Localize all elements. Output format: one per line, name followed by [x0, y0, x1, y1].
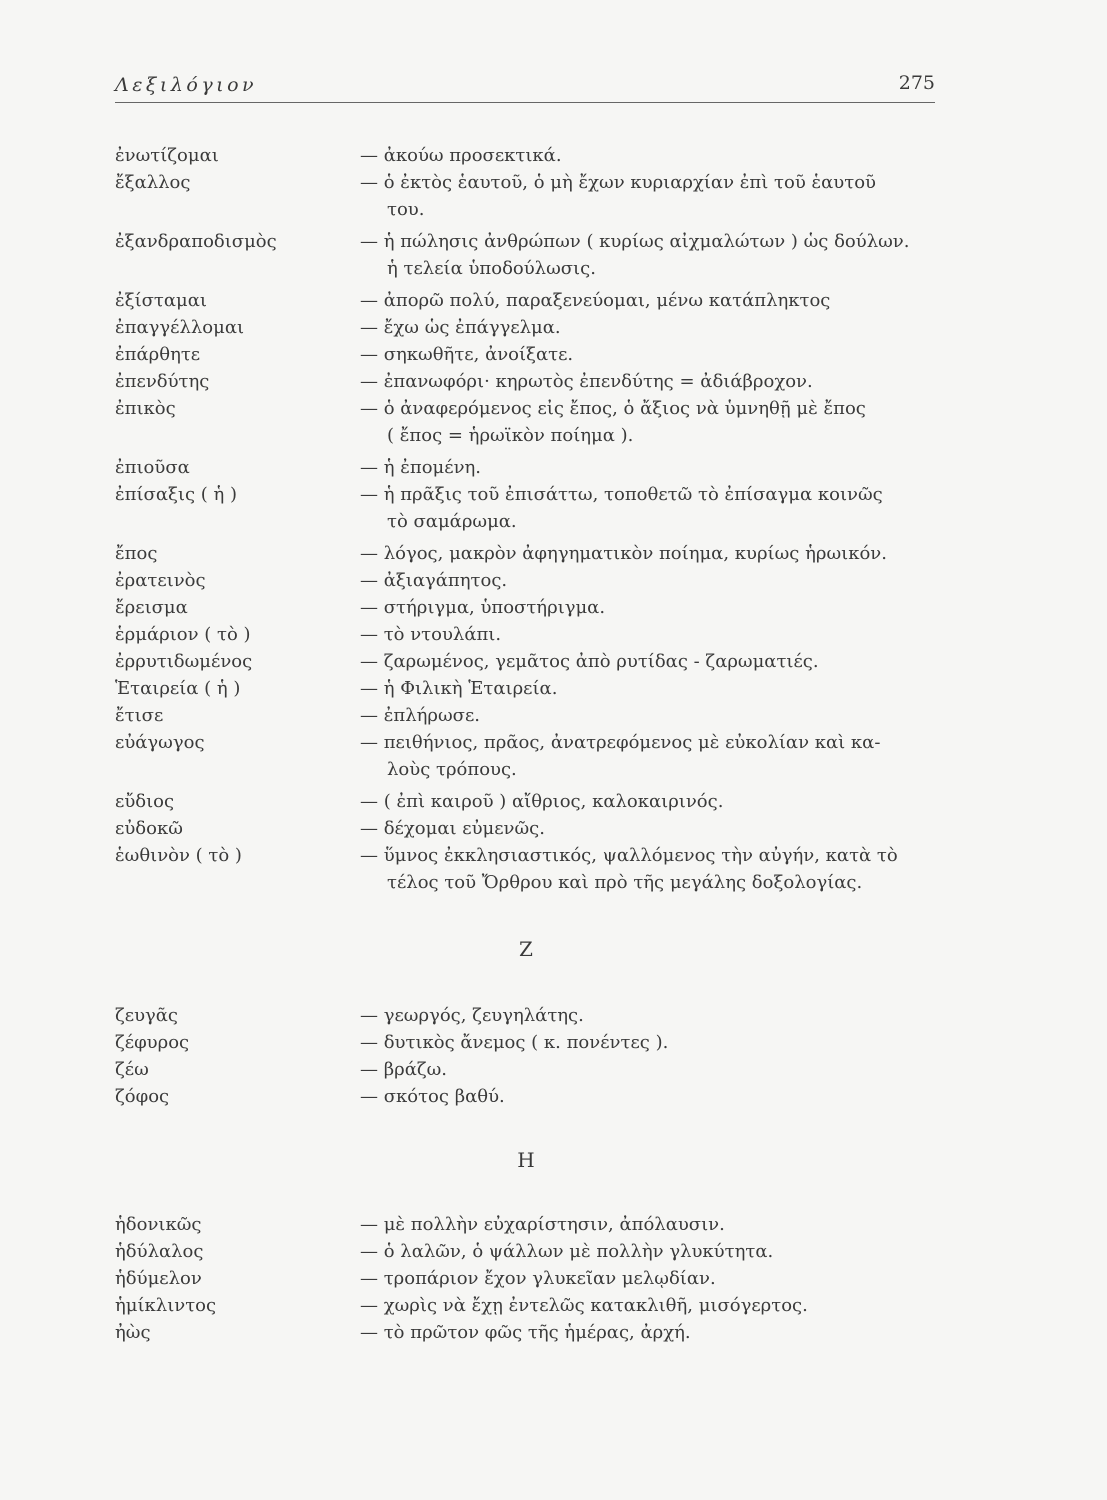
page-number: 275 — [898, 72, 935, 94]
definition-line: — τὸ πρῶτον φῶς τῆς ἡμέρας, ἀρχή. — [360, 1322, 691, 1343]
entry-term: ἡμίκλιντος — [115, 1295, 217, 1316]
definition-line: — βράζω. — [360, 1059, 448, 1080]
section-letter-eta: Η — [517, 1148, 535, 1172]
glossary-entry — [115, 842, 955, 896]
definition-line: — δυτικὸς ἄνεμος ( κ. πονέντες ). — [360, 1032, 669, 1053]
definition-line: — ἡ πρᾶξις τοῦ ἐπισάττω, τοποθετῶ τὸ ἐπίσαγμα κοινῶς — [360, 484, 883, 505]
entry-definition — [360, 702, 955, 729]
glossary-entry — [115, 314, 955, 341]
glossary-entry — [115, 648, 955, 675]
definition-line: — ἐπλήρωσε. — [360, 705, 480, 726]
entry-definition — [360, 1211, 955, 1238]
header-rule — [115, 102, 935, 103]
definition-line: — ὁ ἀναφερόμενος εἰς ἔπος, ὁ ἄξιος νὰ ὑμνηθῇ μὲ ἔπος — [360, 398, 866, 419]
entry-definition — [360, 368, 955, 395]
entry-term: ἐξανδραποδισμὸς — [115, 231, 277, 252]
definition-line: — ἡ Φιλικὴ Ἑταιρεία. — [360, 678, 558, 699]
entry-term: εὔδιος — [115, 791, 175, 812]
glossary-entry — [115, 481, 955, 535]
glossary-entry — [115, 395, 955, 449]
entry-term: ἡδύμελον — [115, 1268, 202, 1289]
entry-term: ζόφος — [115, 1086, 170, 1107]
glossary-entry — [115, 1292, 955, 1319]
section-letter-zeta: Ζ — [519, 937, 533, 961]
entry-term: ἐπενδύτης — [115, 371, 210, 392]
entry-definition — [360, 395, 955, 449]
entry-term: ἐπιοῦσα — [115, 457, 190, 478]
glossary-section-eta — [115, 1211, 955, 1346]
glossary-entry — [115, 1265, 955, 1292]
entry-term: ἐπαγγέλλομαι — [115, 317, 245, 338]
page-header — [115, 70, 935, 102]
entry-term: ἐπίσαξις ( ἡ ) — [115, 484, 238, 505]
definition-line: — ἡ ἐπομένη. — [360, 457, 482, 478]
definition-line: — πειθήνιος, πρᾶος, ἀνατρεφόμενος μὲ εὐκολίαν καὶ κα- — [360, 732, 881, 753]
glossary-entry — [115, 1083, 955, 1110]
entry-definition — [360, 142, 955, 169]
glossary-entry — [115, 815, 955, 842]
glossary-entry — [115, 594, 955, 621]
definition-line: του. — [387, 199, 425, 220]
entry-definition — [360, 287, 955, 314]
entry-definition — [360, 169, 955, 223]
glossary-section-zeta — [115, 1002, 955, 1110]
definition-line: — ἡ πώλησις ἀνθρώπων ( κυρίως αἰχμαλώτων ) ὡς δούλων. — [360, 231, 910, 252]
definition-line: — ἔχω ὡς ἐπάγγελμα. — [360, 317, 561, 338]
entry-term: ἔξαλλος — [115, 172, 191, 193]
entry-definition — [360, 1238, 955, 1265]
entry-term: εὐδοκῶ — [115, 818, 183, 839]
entry-term: ἐνωτίζομαι — [115, 145, 219, 166]
glossary-entry — [115, 621, 955, 648]
definition-line: ( ἔπος = ἡρωϊκὸν ποίημα ). — [387, 425, 634, 446]
definition-line: — δέχομαι εὐμενῶς. — [360, 818, 545, 839]
definition-line: — χωρὶς νὰ ἔχῃ ἐντελῶς κατακλιθῆ, μισόγερτος. — [360, 1295, 808, 1316]
definition-line: — γεωργός, ζευγηλάτης. — [360, 1005, 584, 1026]
running-title: Λεξιλόγιον — [115, 74, 258, 96]
glossary-entry — [115, 1319, 955, 1346]
entry-definition — [360, 540, 955, 567]
entry-definition — [360, 648, 955, 675]
entry-definition — [360, 1265, 955, 1292]
entry-definition — [360, 1002, 955, 1029]
entry-term: ἐπικὸς — [115, 398, 176, 419]
entry-definition — [360, 729, 955, 783]
entry-term: ἔπος — [115, 543, 158, 564]
entry-definition — [360, 788, 955, 815]
entry-term: ἐξίσταμαι — [115, 290, 207, 311]
definition-line: — ἀξιαγάπητος. — [360, 570, 508, 591]
entry-term: ἐρατεινὸς — [115, 570, 206, 591]
entry-definition — [360, 454, 955, 481]
definition-line: ἡ τελεία ὑποδούλωσις. — [387, 258, 596, 279]
definition-line: — τροπάριον ἔχον γλυκεῖαν μελῳδίαν. — [360, 1268, 716, 1289]
glossary-entry — [115, 788, 955, 815]
entry-term: εὐάγωγος — [115, 732, 205, 753]
glossary-entry — [115, 1211, 955, 1238]
definition-line: τέλος τοῦ Ὄρθρου καὶ πρὸ τῆς μεγάλης δοξολογίας. — [387, 872, 863, 893]
glossary-entry — [115, 341, 955, 368]
entry-definition — [360, 675, 955, 702]
glossary-entry — [115, 169, 955, 223]
definition-line: — μὲ πολλὴν εὐχαρίστησιν, ἀπόλαυσιν. — [360, 1214, 725, 1235]
entry-term: ζευγᾶς — [115, 1005, 179, 1026]
entry-term: ζέω — [115, 1059, 149, 1080]
entry-definition — [360, 815, 955, 842]
definition-line: — ὁ ἐκτὸς ἑαυτοῦ, ὁ μὴ ἔχων κυριαρχίαν ἐπὶ τοῦ ἑαυτοῦ — [360, 172, 876, 193]
definition-line: — τὸ ντουλάπι. — [360, 624, 502, 645]
definition-line: λοὺς τρόπους. — [387, 759, 517, 780]
glossary-entry — [115, 287, 955, 314]
glossary-entry — [115, 567, 955, 594]
entry-definition — [360, 1319, 955, 1346]
entry-term: ἐρρυτιδωμένος — [115, 651, 253, 672]
definition-line: — σηκωθῆτε, ἀνοίξατε. — [360, 344, 574, 365]
glossary-entry — [115, 142, 955, 169]
entry-term: ἠὼς — [115, 1322, 151, 1343]
entry-definition — [360, 1292, 955, 1319]
entry-definition — [360, 1056, 955, 1083]
glossary-entry — [115, 1056, 955, 1083]
entry-term: ἐπάρθητε — [115, 344, 201, 365]
glossary-entry — [115, 702, 955, 729]
glossary-entry — [115, 368, 955, 395]
entry-term: ἔτισε — [115, 705, 164, 726]
definition-line: τὸ σαμάρωμα. — [387, 511, 517, 532]
definition-line: — ὁ λαλῶν, ὁ ψάλλων μὲ πολλὴν γλυκύτητα. — [360, 1241, 774, 1262]
definition-line: — ζαρωμένος, γεμᾶτος ἀπὸ ρυτίδας - ζαρωματιές. — [360, 651, 819, 672]
glossary-section-epsilon — [115, 142, 955, 901]
definition-line: — στήριγμα, ὑποστήριγμα. — [360, 597, 606, 618]
entry-definition — [360, 1029, 955, 1056]
entry-definition — [360, 481, 955, 535]
definition-line: — ὕμνος ἐκκλησιαστικός, ψαλλόμενος τὴν αὐγήν, κατὰ τὸ — [360, 845, 898, 866]
entry-definition — [360, 567, 955, 594]
entry-definition — [360, 341, 955, 368]
glossary-entry — [115, 540, 955, 567]
entry-definition — [360, 842, 955, 896]
entry-definition — [360, 621, 955, 648]
glossary-entry — [115, 1002, 955, 1029]
entry-definition — [360, 594, 955, 621]
glossary-entry — [115, 729, 955, 783]
entry-term: ἑρμάριον ( τὸ ) — [115, 624, 251, 645]
entry-term: ἡδύλαλος — [115, 1241, 204, 1262]
entry-term: ἔρεισμα — [115, 597, 188, 618]
entry-definition — [360, 1083, 955, 1110]
entry-definition — [360, 228, 955, 282]
glossary-entry — [115, 228, 955, 282]
definition-line: — σκότος βαθύ. — [360, 1086, 505, 1107]
definition-line: — ( ἐπὶ καιροῦ ) αἴθριος, καλοκαιρινός. — [360, 791, 724, 812]
glossary-entry — [115, 1238, 955, 1265]
entry-term: Ἑταιρεία ( ἡ ) — [115, 678, 241, 699]
glossary-entry — [115, 1029, 955, 1056]
definition-line: — ἀκούω προσεκτικά. — [360, 145, 562, 166]
glossary-entry — [115, 675, 955, 702]
definition-line: — λόγος, μακρὸν ἀφηγηματικὸν ποίημα, κυρίως ἡρωικόν. — [360, 543, 887, 564]
entry-term: ζέφυρος — [115, 1032, 190, 1053]
entry-term: ἡδονικῶς — [115, 1214, 202, 1235]
glossary-entry — [115, 454, 955, 481]
entry-term: ἑωθινὸν ( τὸ ) — [115, 845, 242, 866]
definition-line: — ἐπανωφόρι· κηρωτὸς ἐπενδύτης = ἀδιάβροχον. — [360, 371, 813, 392]
entry-definition — [360, 314, 955, 341]
definition-line: — ἀπορῶ πολύ, παραξενεύομαι, μένω κατάπληκτος — [360, 290, 831, 311]
